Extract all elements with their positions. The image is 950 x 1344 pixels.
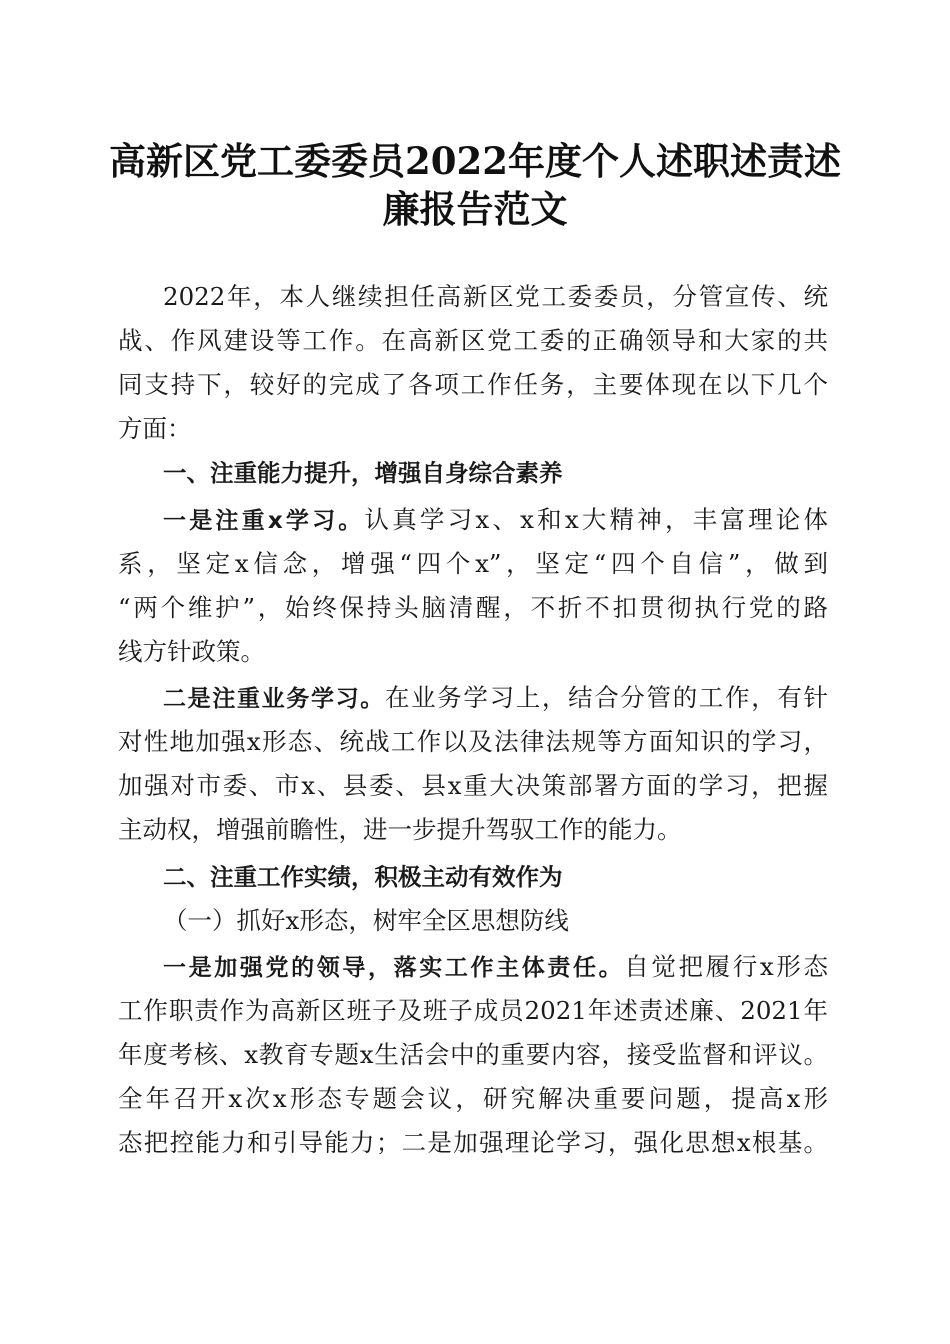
paragraph-text: 认真学习x、x和x大精神，丰富理论体 [364,505,829,534]
subsection-heading: （一）抓好x形态，树牢全区思想防线 [163,906,569,935]
paragraph-line: 系，坚定x信念，增强“四个x”，坚定“四个自信”，做到 [118,549,828,578]
document-title-line2: 廉报告范文 [382,187,568,231]
paragraph-line [163,677,828,719]
paragraph-line: 主动权，增强前瞻性，进一步提升驾驭工作的能力。 [118,815,682,844]
paragraph-line: 态把控能力和引导能力；二是加强理论学习，强化思想x根基。 [118,1128,828,1157]
paragraph-line: 全年召开x次x形态专题会议，研究解决重要问题，提高x形 [118,1084,828,1113]
paragraph-text: 在业务学习上，结合分管的工作，有针 [384,683,829,712]
document-title-line1: 高新区党工委委员2022年度个人述职述责述 [109,139,841,183]
paragraph-line: 年度考核、x教育专题x生活会中的重要内容，接受监督和评议。 [118,1040,828,1069]
section-heading: 一、注重能力提升，增强自身综合素养 [163,459,563,487]
paragraph-lead: 一是注重x学习。 [163,508,365,534]
paragraph-lead: 二是注重业务学习。 [163,686,385,712]
paragraph-line: 加强对市委、市x、县委、县x重大决策部署方面的学习，把握 [118,771,828,800]
paragraph-text: 自觉把履行x形态 [624,952,829,981]
paragraph-line: 方面： [118,414,192,443]
paragraph-line: 同支持下，较好的完成了各项工作任务，主要体现在以下几个 [118,370,828,399]
paragraph-line [163,946,828,988]
paragraph-lead: 一是加强党的领导，落实工作主体责任。 [163,955,625,981]
section-heading: 二、注重工作实绩，积极主动有效作为 [163,863,563,891]
paragraph-line: 对性地加强x形态、统战工作以及法律法规等方面知识的学习， [118,727,828,756]
paragraph-line [163,499,828,541]
paragraph-line: 线方针政策。 [118,637,265,666]
paragraph-line: 工作职责作为高新区班子及班子成员2021年述责述廉、2021年 [118,996,828,1025]
paragraph-line: 2022年，本人继续担任高新区党工委委员，分管宣传、统 [163,282,828,311]
paragraph-line: “两个维护”，始终保持头脑清醒，不折不扣贯彻执行党的路 [118,593,828,622]
paragraph-line: 战、作风建设等工作。在高新区党工委的正确领导和大家的共 [118,326,828,355]
